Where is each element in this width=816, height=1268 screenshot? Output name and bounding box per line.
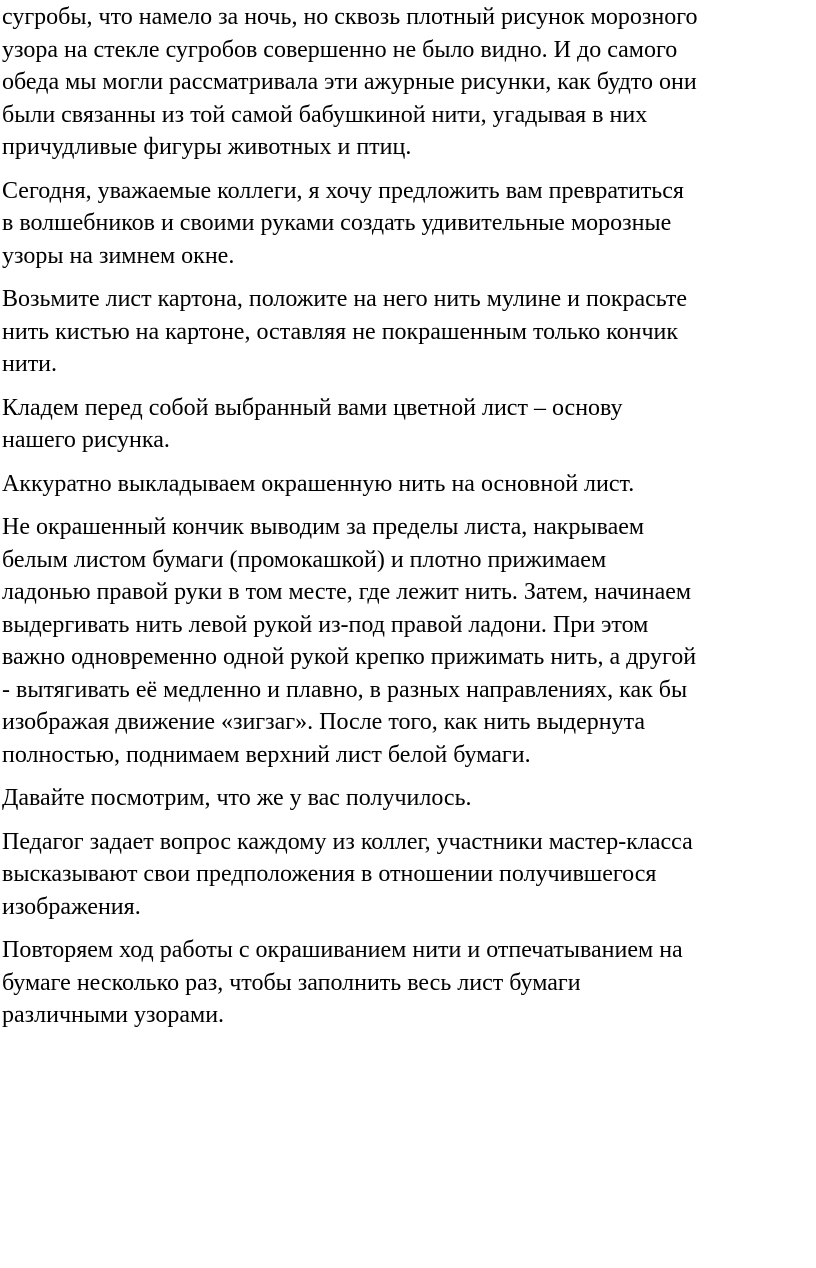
paragraph-9: Повторяем ход работы с окрашиванием нити и отпечатыванием на бумаге несколько раз, чтобы заполнить весь лист бумаги различными узорами. <box>2 937 683 1028</box>
paragraph-3: Возьмите лист картона, положите на него нить мулине и покрасьте нить кистью на картоне, оставляя не покрашенным только кончик нити. <box>2 286 687 377</box>
paragraph-7: Давайте посмотрим, что же у вас получилось. <box>2 785 472 811</box>
paragraph-1: сугробы, что намело за ночь, но сквозь плотный рисунок морозного узора на стекле сугробов совершенно не было видно. И до самого обеда мы могли рассматривала эти ажурные рисунки, как будто они были связанны из той самой бабушкиной нити, угадывая в них причудливые фигуры животных и птиц. <box>2 4 698 160</box>
paragraph-2: Сегодня, уважаемые коллеги, я хочу предложить вам превратиться в волшебников и своими руками создать удивительные морозные узоры на зимнем окне. <box>2 177 684 269</box>
paragraph-5: Аккуратно выкладываем окрашенную нить на основной лист. <box>2 470 635 497</box>
paragraph-4: Кладем перед собой выбранный вами цветной лист – основу нашего рисунка. <box>2 394 623 453</box>
paragraph-8: Педагог задает вопрос каждому из коллег, участники мастер-класса высказывают свои предположения в отношении получившегося изображения. <box>2 828 693 920</box>
paragraph-6: Не окрашенный кончик выводим за пределы листа, накрываем белым листом бумаги (промокашкой) и плотно прижимаем ладонью правой руки в том месте, где лежит нить. Затем, начинаем выдергивать нить левой рукой из-под правой ладони. При этом важно одновременно одной рукой крепко прижимать нить, а другой - вытягивать её медленно и плавно, в разных направлениях, как бы изображая движение «зигзаг». После того, как нить выдернута полностью, поднимаем верхний лист белой бумаги. <box>2 514 697 768</box>
